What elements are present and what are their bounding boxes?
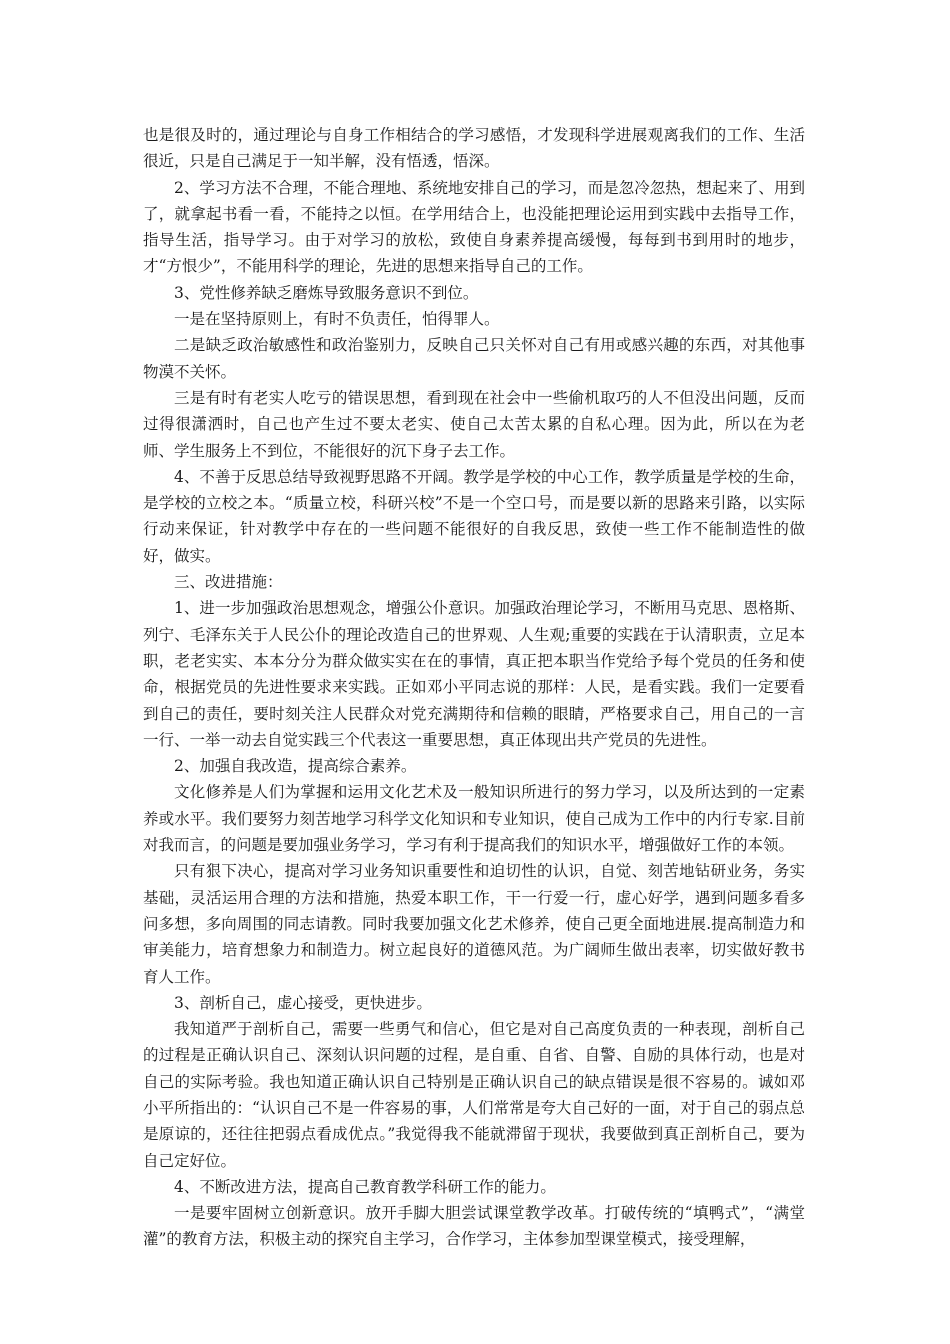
paragraph-political-ideology: 1、进一步加强政治思想观念，增强公仆意识。加强政治理论学习，不断用马克思、恩格斯、列宁、毛泽东关于人民公仆的理论改造自己的世界观、人生观;重要的实践在于认清职责，立足本职，老老实实、本本分分为群众做实实在在的事情，真正把本职当作党给予每个党员的任务和使命，根据党员的先进性要求来实践。正如邓小平同志说的那样：人民，是看实践。我们一定要看到自己的责任，要时刻关注人民群众对党充满期待和信赖的眼睛，严格要求自己，用自己的一言一行、一举一动去自觉实践三个代表这一重要思想，真正体现出共产党员的先进性。 bbox=[143, 599, 805, 749]
document-body bbox=[143, 122, 805, 1253]
paragraph-continuation: 也是很及时的，通过理论与自身工作相结合的学习感悟，才发现科学进展观离我们的工作、生活很近，只是自己满足于一知半解，没有悟透，悟深。 bbox=[143, 126, 805, 171]
paragraph-principle: 一是在坚持原则上，有时不负责任，怕得罪人。 bbox=[174, 310, 500, 329]
paragraph-wrong-thinking: 三是有时有老实人吃亏的错误思想，看到现在社会中一些偷机取巧的人不但没出问题，反而过得很潇洒时，自己也产生过不要太老实、使自己太苦太累的自私心理。因为此，所以在为老师、学生服务上不到位，不能很好的沉下身子去工作。 bbox=[143, 388, 805, 460]
section-heading-improvements: 三、改进措施： bbox=[174, 573, 283, 592]
paragraph-self-analysis: 我知道严于剖析自己，需要一些勇气和信心，但它是对自己高度负责的一种表现，剖析自己的过程是正确认识自己、深刻认识问题的过程，是自重、自省、自警、自励的具体行动，也是对自己的实际考验。我也知道正确认识自己特别是正确认识自己的缺点错误是很不容易的。诚如邓小平所指出的：“认识自己不是一件容易的事，人们常常是夸大自己好的一面，对于自己的弱点总是原谅的，还往往把弱点看成优点。”我觉得我不能就滞留于现状，我要做到真正剖析自己，要为自己定好位。 bbox=[143, 1020, 805, 1170]
paragraph-party-spirit-heading: 3、党性修养缺乏磨炼导致服务意识不到位。 bbox=[174, 283, 479, 302]
paragraph-self-analysis-heading: 3、剖析自己，虚心接受，更快进步。 bbox=[174, 993, 432, 1012]
paragraph-self-improvement-heading: 2、加强自我改造，提高综合素养。 bbox=[174, 757, 417, 776]
paragraph-political-sensitivity: 二是缺乏政治敏感性和政治鉴别力，反映自己只关怀对自己有用或感兴趣的东西，对其他事物漠不关怀。 bbox=[143, 336, 805, 381]
paragraph-reflection: 4、不善于反思总结导致视野思路不开阔。教学是学校的中心工作，教学质量是学校的生命，是学校的立校之本。“质量立校，科研兴校”不是一个空口号，而是要以新的思路来引路，以实际行动来保证，针对教学中存在的一些问题不能很好的自我反思，致使一些工作不能制造性的做好，做实。 bbox=[143, 467, 805, 565]
paragraph-learning-method: 2、学习方法不合理，不能合理地、系统地安排自己的学习，而是忽冷忽热，想起来了、用到了，就拿起书看一看，不能持之以恒。在学用结合上，也没能把理论运用到实践中去指导工作，指导生活，指导学习。由于对学习的放松，致使自身素养提高缓慢，每每到书到用时的地步，才“方恨少”，不能用科学的理论，先进的思想来指导自己的工作。 bbox=[143, 178, 805, 276]
paragraph-innovation: 一是要牢固树立创新意识。放开手脚大胆尝试课堂教学改革。打破传统的“填鸭式”，“满堂灌”的教育方法，积极主动的探究自主学习，合作学习，主体参加型课堂模式，接受理解， bbox=[143, 1204, 805, 1249]
paragraph-determination: 只有狠下决心，提高对学习业务知识重要性和迫切性的认识，自觉、刻苦地钻研业务，务实基础，灵活运用合理的方法和措施，热爱本职工作，干一行爱一行，虚心好学，遇到问题多看多问多想，多向周围的同志请教。同时我要加强文化艺术修养，使自己更全面地进展.提高制造力和审美能力，培育想象力和制造力。树立起良好的道德风范。为广阔师生做出表率，切实做好教书育人工作。 bbox=[143, 862, 805, 986]
paragraph-cultural-cultivation: 文化修养是人们为掌握和运用文化艺术及一般知识所进行的努力学习，以及所达到的一定素养或水平。我们要努力刻苦地学习科学文化知识和专业知识，使自己成为工作中的内行专家.目前对我而言，的问题是要加强业务学习，学习有利于提高我们的知识水平，增强做好工作的本领。 bbox=[143, 783, 805, 855]
paragraph-improve-methods-heading: 4、不断改进方法，提高自己教育教学科研工作的能力。 bbox=[174, 1177, 556, 1196]
